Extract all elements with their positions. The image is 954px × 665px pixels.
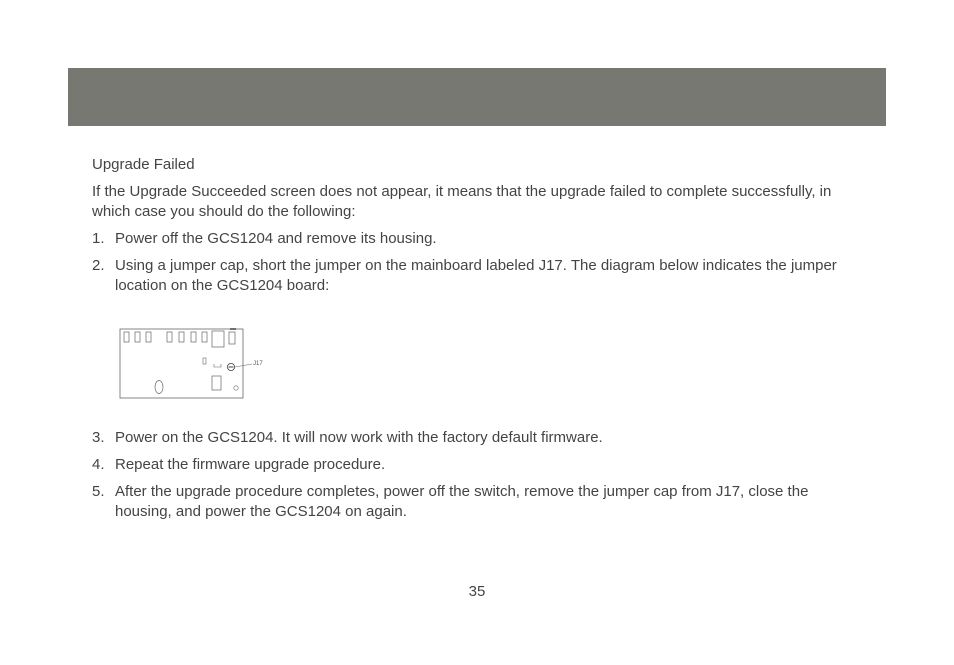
component <box>203 358 206 364</box>
board-outline <box>120 329 243 398</box>
port-connector <box>124 332 129 342</box>
jumper-label: J17 <box>253 361 263 367</box>
port-connector <box>202 332 207 342</box>
step-number: 2. <box>92 257 105 274</box>
step-text: After the upgrade procedure completes, power off the switch, remove the jumper cap from J17, close the housing, and power the GCS1204 on again. <box>115 483 809 520</box>
port-connector <box>191 332 196 342</box>
jumper-leader-line <box>235 364 252 367</box>
step-text: Using a jumper cap, short the jumper on the mainboard labeled J17. The diagram below indicates the jumper location on the GCS1204 board: <box>115 257 837 294</box>
component <box>234 386 238 390</box>
board-diagram <box>118 326 278 402</box>
port-connector <box>229 332 235 344</box>
page-content-continued <box>92 428 862 529</box>
section-title: Upgrade Failed <box>92 156 195 173</box>
port-connector <box>146 332 151 342</box>
port-connector <box>167 332 172 342</box>
steps-list-b <box>92 428 862 522</box>
list-item <box>92 229 862 249</box>
steps-list-a <box>92 229 862 296</box>
step-number: 5. <box>92 483 105 500</box>
step-text: Repeat the firmware upgrade procedure. <box>115 456 386 473</box>
header-bar <box>68 68 886 126</box>
step-number: 4. <box>92 456 105 473</box>
step-number: 3. <box>92 429 105 446</box>
list-item <box>92 482 862 522</box>
step-text: Power off the GCS1204 and remove its housing. <box>115 230 437 247</box>
board-diagram-svg <box>118 326 278 402</box>
step-text: Power on the GCS1204. It will now work with the factory default firmware. <box>115 429 603 446</box>
port-connector <box>212 331 224 347</box>
page-number: 35 <box>468 583 486 600</box>
step-number: 1. <box>92 230 105 247</box>
intro-paragraph: If the Upgrade Succeeded screen does not appear, it means that the upgrade failed to complete successfully, in which case you should do the following: <box>92 183 832 220</box>
page-content <box>92 155 862 303</box>
port-connector <box>179 332 184 342</box>
port-connector <box>135 332 140 342</box>
list-item <box>92 455 862 475</box>
component <box>155 381 163 394</box>
list-item <box>92 256 862 296</box>
list-item <box>92 428 862 448</box>
component <box>214 364 221 367</box>
component <box>212 376 221 390</box>
